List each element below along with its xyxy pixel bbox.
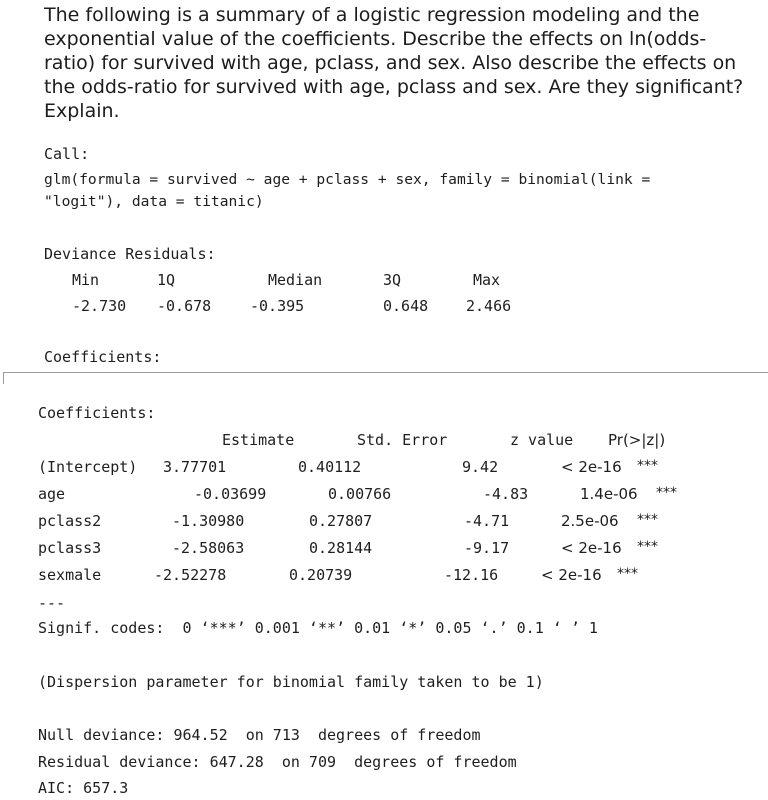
row-estimate: -2.58063 — [172, 539, 245, 557]
row-stars: *** — [656, 485, 677, 501]
row-z-value: 9.42 — [462, 458, 499, 476]
deviance-header-3q: 3Q — [383, 271, 402, 289]
row-stars: *** — [617, 566, 638, 582]
deviance-value-max: 2.466 — [466, 297, 512, 315]
row-p-value: < 2e-16 — [561, 539, 622, 557]
coefficients-label: Coefficients: — [38, 404, 156, 422]
header-estimate: Estimate — [222, 431, 295, 449]
row-p-value: 2.5e-06 — [561, 512, 619, 530]
row-std-error: 0.27807 — [309, 512, 373, 530]
header-std-error: Std. Error — [357, 431, 448, 449]
dispersion-note: (Dispersion parameter for binomial family taken to be 1) — [38, 673, 544, 691]
deviance-header-1q: 1Q — [157, 271, 176, 289]
row-z-value: -4.71 — [464, 512, 510, 530]
deviance-header-max: Max — [473, 271, 501, 289]
coefficients-top-label: Coefficients: — [44, 348, 162, 366]
aic: AIC: 657.3 — [38, 779, 129, 797]
call-line-1: glm(formula = survived ~ age + pclass + sex, family = binomial(link = — [44, 171, 651, 188]
deviance-label: Deviance Residuals: — [44, 245, 216, 263]
deviance-header-min: Min — [72, 271, 100, 289]
row-stars: *** — [637, 512, 658, 528]
null-deviance: Null deviance: 964.52 on 713 degrees of freedom — [38, 726, 481, 744]
row-std-error: 0.28144 — [309, 539, 373, 557]
deviance-value-median: -0.395 — [250, 297, 305, 315]
separator: --- — [38, 594, 66, 612]
row-estimate: -0.03699 — [194, 485, 267, 503]
row-std-error: 0.40112 — [298, 458, 362, 476]
header-p-value: Pr(>|z|) — [608, 431, 666, 449]
row-name: pclass2 — [38, 512, 102, 530]
question-panel — [0, 0, 768, 383]
row-name: (Intercept) — [38, 458, 138, 476]
header-z-value: z value — [510, 431, 574, 449]
row-name: sexmale — [38, 566, 102, 584]
row-p-value: < 2e-16 — [541, 566, 602, 584]
signif-codes: Signif. codes: 0 ‘***’ 0.001 ‘**’ 0.01 ‘*’ 0.05 ‘.’ 0.1 ‘ ’ 1 — [38, 619, 598, 637]
row-z-value: -12.16 — [444, 566, 499, 584]
row-p-value: 1.4e-06 — [580, 485, 638, 503]
row-z-value: -9.17 — [464, 539, 510, 557]
row-estimate: 3.77701 — [163, 458, 227, 476]
row-estimate: -2.52278 — [154, 566, 227, 584]
row-std-error: 0.20739 — [289, 566, 353, 584]
row-name: pclass3 — [38, 539, 102, 557]
question-text: The following is a summary of a logistic regression modeling and the exponential value of the coefficients. Describe the effects on ln(odds-ratio) for survived with age, pclass, and sex. Also describe the effects on the odds-ratio for survived with age, pclass and sex. Are they significant? Explain. — [44, 4, 744, 122]
deviance-value-min: -2.730 — [72, 297, 127, 315]
deviance-value-3q: 0.648 — [383, 297, 429, 315]
row-stars: *** — [637, 539, 658, 555]
row-name: age — [38, 485, 66, 503]
row-std-error: 0.00766 — [328, 485, 392, 503]
row-stars: *** — [637, 458, 658, 474]
row-z-value: -4.83 — [483, 485, 529, 503]
row-estimate: -1.30980 — [172, 512, 245, 530]
deviance-header-median: Median — [268, 271, 323, 289]
deviance-value-1q: -0.678 — [157, 297, 212, 315]
row-p-value: < 2e-16 — [561, 458, 622, 476]
call-line-2: "logit"), data = titanic) — [44, 193, 264, 210]
call-label: Call: — [44, 145, 90, 163]
residual-deviance: Residual deviance: 647.28 on 709 degrees of freedom — [38, 753, 517, 771]
panel-divider — [3, 372, 768, 384]
